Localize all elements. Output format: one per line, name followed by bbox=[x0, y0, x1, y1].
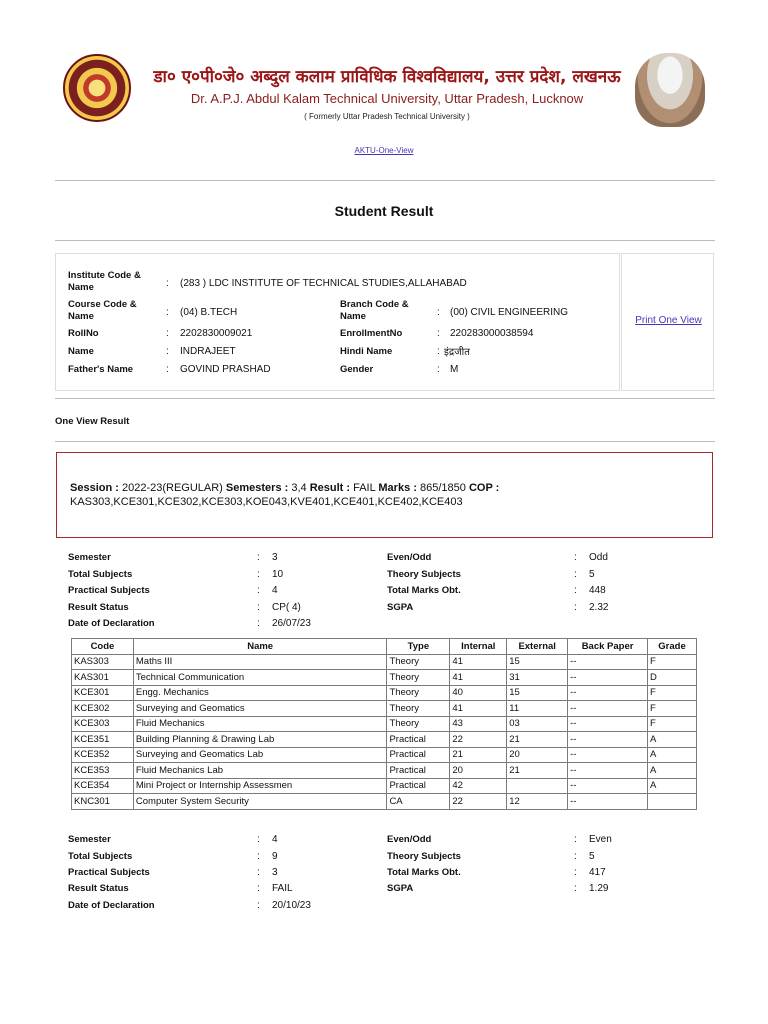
table-cell: F bbox=[648, 685, 697, 701]
table-cell: Practical bbox=[387, 763, 450, 779]
table-cell: A bbox=[648, 763, 697, 779]
table-cell bbox=[507, 778, 568, 794]
table-cell: -- bbox=[568, 685, 648, 701]
course-label: Course Code & Name bbox=[68, 299, 137, 322]
practical-subjects-value: 4 bbox=[272, 585, 278, 596]
colon: : bbox=[574, 602, 577, 613]
table-cell: Theory bbox=[387, 670, 450, 686]
theory-subjects-value: 5 bbox=[589, 569, 595, 580]
even-odd-value: Odd bbox=[589, 552, 608, 563]
session-value: 2022-23(REGULAR) bbox=[121, 482, 223, 494]
table-cell: 15 bbox=[507, 685, 568, 701]
table-row bbox=[72, 794, 697, 810]
course-value: (04) B.TECH bbox=[180, 307, 238, 318]
gender-label: Gender bbox=[340, 364, 374, 375]
column-header: Back Paper bbox=[568, 639, 648, 655]
table-cell: Surveying and Geomatics Lab bbox=[133, 747, 387, 763]
table-cell: 42 bbox=[450, 778, 507, 794]
column-header: External bbox=[507, 639, 568, 655]
colon: : bbox=[437, 307, 440, 318]
table-cell: 41 bbox=[450, 701, 507, 717]
rollno-value: 2202830009021 bbox=[180, 328, 253, 339]
colon: : bbox=[574, 851, 577, 862]
enrollment-label: EnrollmentNo bbox=[340, 328, 403, 339]
date-of-declaration-label: Date of Declaration bbox=[68, 900, 155, 911]
date-of-declaration-value: 26/07/23 bbox=[272, 618, 311, 629]
practical-subjects-label: Practical Subjects bbox=[68, 585, 150, 596]
table-cell: -- bbox=[568, 747, 648, 763]
table-cell: A bbox=[648, 747, 697, 763]
table-cell: -- bbox=[568, 701, 648, 717]
table-row bbox=[72, 670, 697, 686]
colon: : bbox=[257, 900, 260, 911]
table-cell: -- bbox=[568, 778, 648, 794]
colon: : bbox=[166, 278, 169, 289]
gender-value: M bbox=[450, 364, 459, 375]
table-cell: Computer System Security bbox=[133, 794, 387, 810]
table-cell: 22 bbox=[450, 732, 507, 748]
semesters-label: Semesters : bbox=[225, 482, 289, 494]
colon: : bbox=[166, 328, 169, 339]
even-odd-label: Even/Odd bbox=[387, 834, 432, 845]
page-title: Student Result bbox=[334, 203, 434, 219]
table-cell: Practical bbox=[387, 747, 450, 763]
university-header bbox=[0, 48, 768, 138]
table-cell: 11 bbox=[507, 701, 568, 717]
university-name-english: Dr. A.P.J. Abdul Kalam Technical University, Uttar Pradesh, Lucknow bbox=[190, 91, 584, 106]
colon: : bbox=[257, 552, 260, 563]
father-name-label: Father's Name bbox=[68, 364, 134, 375]
table-cell: Fluid Mechanics Lab bbox=[133, 763, 387, 779]
theory-subjects-label: Theory Subjects bbox=[387, 569, 461, 580]
column-header: Type bbox=[387, 639, 450, 655]
table-cell: F bbox=[648, 701, 697, 717]
marks-label: Marks : bbox=[378, 482, 417, 494]
colon: : bbox=[257, 883, 260, 894]
colon: : bbox=[257, 834, 260, 845]
date-of-declaration-label: Date of Declaration bbox=[68, 618, 155, 629]
name-value: INDRAJEET bbox=[180, 346, 236, 357]
table-cell: Surveying and Geomatics bbox=[133, 701, 387, 717]
hindi-name-value: इंद्रजीत bbox=[444, 347, 470, 358]
table-row bbox=[72, 747, 697, 763]
table-row bbox=[72, 732, 697, 748]
table-cell: Mini Project or Internship Assessmen bbox=[133, 778, 387, 794]
table-cell: 31 bbox=[507, 670, 568, 686]
table-cell: 41 bbox=[450, 670, 507, 686]
table-cell: KAS303 bbox=[72, 654, 134, 670]
table-cell: KCE303 bbox=[72, 716, 134, 732]
marks-value: 865/1850 bbox=[419, 482, 466, 494]
table-cell: A bbox=[648, 778, 697, 794]
institute-value: (283 ) LDC INSTITUTE OF TECHNICAL STUDIES,ALLAHABAD bbox=[180, 278, 467, 289]
colon: : bbox=[574, 834, 577, 845]
column-header: Grade bbox=[648, 639, 697, 655]
table-cell: Theory bbox=[387, 716, 450, 732]
enrollment-value: 220283000038594 bbox=[450, 328, 534, 339]
table-cell: F bbox=[648, 716, 697, 732]
even-odd-label: Even/Odd bbox=[387, 552, 432, 563]
table-cell: -- bbox=[568, 763, 648, 779]
table-row bbox=[72, 763, 697, 779]
result-value: FAIL bbox=[353, 482, 376, 494]
branch-label: Branch Code & Name bbox=[340, 299, 409, 322]
table-cell: 40 bbox=[450, 685, 507, 701]
table-cell: Technical Communication bbox=[133, 670, 387, 686]
colon: : bbox=[166, 346, 169, 357]
divider bbox=[55, 441, 715, 442]
colon: : bbox=[257, 618, 260, 629]
sgpa-label: SGPA bbox=[387, 883, 414, 894]
table-cell: Theory bbox=[387, 701, 450, 717]
result-status-value: FAIL bbox=[272, 883, 293, 894]
university-logo bbox=[63, 54, 131, 122]
semester-value: 4 bbox=[272, 834, 278, 845]
result-summary-box bbox=[56, 452, 713, 538]
practical-subjects-label: Practical Subjects bbox=[68, 867, 150, 878]
result-status-label: Result Status bbox=[68, 602, 129, 613]
table-cell: KNC301 bbox=[72, 794, 134, 810]
print-one-view-link[interactable]: Print One View bbox=[635, 315, 702, 326]
date-of-declaration-value: 20/10/23 bbox=[272, 900, 311, 911]
total-marks-label: Total Marks Obt. bbox=[387, 867, 461, 878]
table-cell: 21 bbox=[507, 763, 568, 779]
aktu-one-view-link[interactable]: AKTU-One-View bbox=[354, 146, 414, 155]
table-cell: 41 bbox=[450, 654, 507, 670]
cop-label: COP : bbox=[468, 482, 500, 494]
table-cell: KCE354 bbox=[72, 778, 134, 794]
semester-label: Semester bbox=[68, 834, 111, 845]
hindi-name-label: Hindi Name bbox=[340, 346, 393, 357]
sgpa-label: SGPA bbox=[387, 602, 414, 613]
table-cell: F bbox=[648, 654, 697, 670]
colon: : bbox=[166, 364, 169, 375]
total-subjects-label: Total Subjects bbox=[68, 569, 133, 580]
sgpa-value: 1.29 bbox=[589, 883, 609, 894]
column-header: Name bbox=[133, 639, 387, 655]
colon: : bbox=[257, 851, 260, 862]
name-label: Name bbox=[68, 346, 94, 357]
total-marks-label: Total Marks Obt. bbox=[387, 585, 461, 596]
semester-label: Semester bbox=[68, 552, 111, 563]
colon: : bbox=[437, 328, 440, 339]
colon: : bbox=[257, 585, 260, 596]
table-cell: Building Planning & Drawing Lab bbox=[133, 732, 387, 748]
colon: : bbox=[437, 364, 440, 375]
table-cell: KAS301 bbox=[72, 670, 134, 686]
colon: : bbox=[574, 569, 577, 580]
table-cell: D bbox=[648, 670, 697, 686]
table-cell: -- bbox=[568, 794, 648, 810]
divider bbox=[55, 398, 715, 399]
table-row bbox=[72, 685, 697, 701]
student-info-panel bbox=[55, 253, 620, 391]
divider bbox=[55, 240, 715, 241]
table-cell: -- bbox=[568, 716, 648, 732]
table-cell: Practical bbox=[387, 778, 450, 794]
result-status-value: CP( 4) bbox=[272, 602, 301, 613]
print-panel bbox=[621, 253, 714, 391]
colon: : bbox=[574, 585, 577, 596]
table-cell: Practical bbox=[387, 732, 450, 748]
one-view-result-title: One View Result bbox=[55, 416, 130, 427]
table-cell: 21 bbox=[507, 732, 568, 748]
table-cell: Engg. Mechanics bbox=[133, 685, 387, 701]
column-header: Internal bbox=[450, 639, 507, 655]
divider bbox=[55, 180, 715, 181]
table-cell: -- bbox=[568, 732, 648, 748]
even-odd-value: Even bbox=[589, 834, 612, 845]
table-header-row bbox=[72, 639, 697, 655]
colon: : bbox=[166, 307, 169, 318]
practical-subjects-value: 3 bbox=[272, 867, 278, 878]
total-subjects-value: 10 bbox=[272, 569, 284, 580]
table-row bbox=[72, 701, 697, 717]
total-subjects-value: 9 bbox=[272, 851, 278, 862]
semester-value: 3 bbox=[272, 552, 278, 563]
table-row bbox=[72, 716, 697, 732]
table-row bbox=[72, 654, 697, 670]
table-cell: KCE302 bbox=[72, 701, 134, 717]
colon: : bbox=[257, 867, 260, 878]
table-cell: KCE301 bbox=[72, 685, 134, 701]
branch-value: (00) CIVIL ENGINEERING bbox=[450, 307, 568, 318]
table-cell: Theory bbox=[387, 654, 450, 670]
sgpa-value: 2.32 bbox=[589, 602, 609, 613]
colon: : bbox=[437, 346, 440, 357]
table-cell: 03 bbox=[507, 716, 568, 732]
table-cell bbox=[648, 794, 697, 810]
university-name-hindi: डा० ए०पी०जे० अब्दुल कलाम प्राविधिक विश्वविद्यालय, उत्तर प्रदेश, लखनऊ bbox=[153, 67, 621, 87]
table-cell: Fluid Mechanics bbox=[133, 716, 387, 732]
session-label: Session : bbox=[70, 482, 119, 494]
table-row bbox=[72, 778, 697, 794]
table-cell: CA bbox=[387, 794, 450, 810]
total-marks-value: 417 bbox=[589, 867, 606, 878]
table-cell: 43 bbox=[450, 716, 507, 732]
colon: : bbox=[574, 867, 577, 878]
cop-value: KAS303,KCE301,KCE302,KCE303,KOE043,KVE401,KCE401,KCE402,KCE403 bbox=[70, 496, 463, 508]
university-formerly: ( Formerly Uttar Pradesh Technical University ) bbox=[304, 112, 470, 121]
semester-3-subjects-table bbox=[71, 638, 697, 810]
table-cell: 20 bbox=[450, 763, 507, 779]
total-subjects-label: Total Subjects bbox=[68, 851, 133, 862]
result-status-label: Result Status bbox=[68, 883, 129, 894]
table-cell: -- bbox=[568, 654, 648, 670]
theory-subjects-value: 5 bbox=[589, 851, 595, 862]
rollno-label: RollNo bbox=[68, 328, 99, 339]
table-cell: A bbox=[648, 732, 697, 748]
result-label: Result : bbox=[309, 482, 351, 494]
institute-label: Institute Code & Name bbox=[68, 270, 141, 293]
father-name-value: GOVIND PRASHAD bbox=[180, 364, 271, 375]
result-summary bbox=[70, 481, 700, 509]
table-cell: 12 bbox=[507, 794, 568, 810]
table-cell: Maths III bbox=[133, 654, 387, 670]
colon: : bbox=[574, 883, 577, 894]
total-marks-value: 448 bbox=[589, 585, 606, 596]
colon: : bbox=[574, 552, 577, 563]
table-cell: 20 bbox=[507, 747, 568, 763]
colon: : bbox=[257, 602, 260, 613]
table-cell: 22 bbox=[450, 794, 507, 810]
colon: : bbox=[257, 569, 260, 580]
portrait-image bbox=[635, 53, 705, 127]
table-cell: Theory bbox=[387, 685, 450, 701]
table-cell: KCE351 bbox=[72, 732, 134, 748]
semesters-value: 3,4 bbox=[291, 482, 307, 494]
table-cell: 15 bbox=[507, 654, 568, 670]
table-cell: 21 bbox=[450, 747, 507, 763]
theory-subjects-label: Theory Subjects bbox=[387, 851, 461, 862]
column-header: Code bbox=[72, 639, 134, 655]
table-cell: -- bbox=[568, 670, 648, 686]
table-cell: KCE352 bbox=[72, 747, 134, 763]
table-cell: KCE353 bbox=[72, 763, 134, 779]
